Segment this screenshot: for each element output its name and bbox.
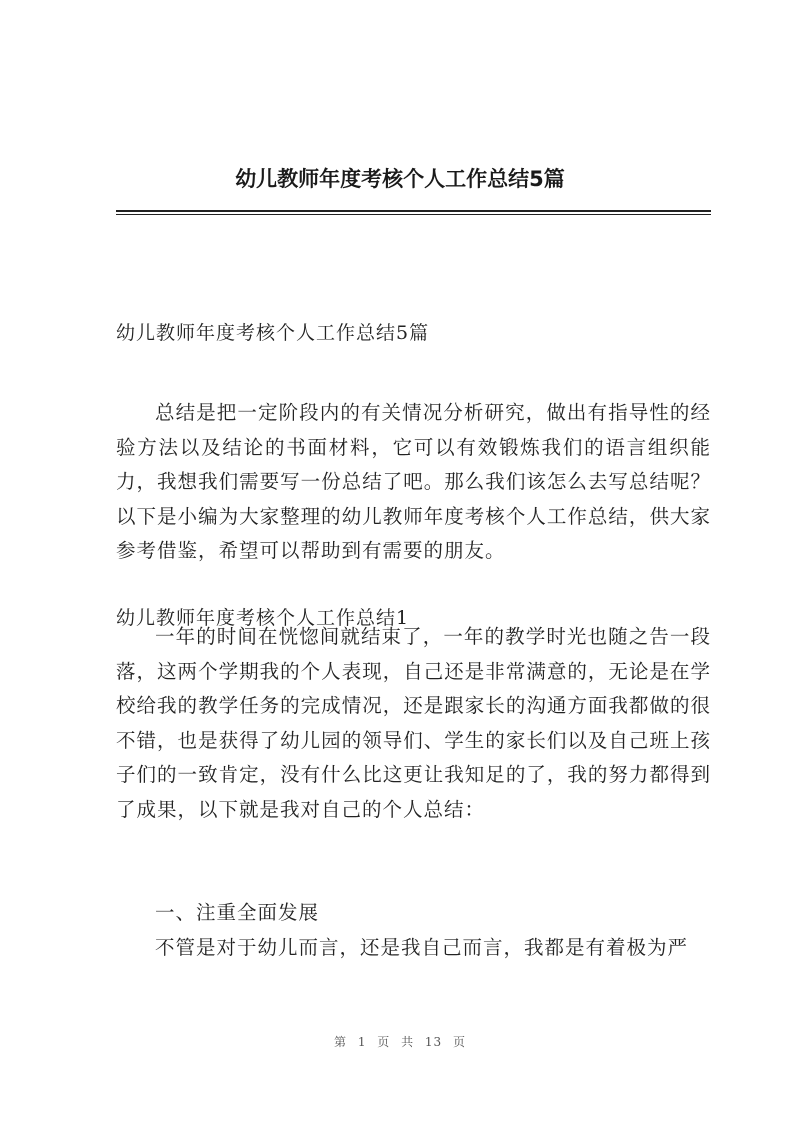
document-title: 幼儿教师年度考核个人工作总结5篇	[116, 322, 430, 344]
subheading: 一、注重全面发展	[155, 901, 320, 924]
page-number-footer: 第 1 页 共 13 页	[334, 1035, 466, 1049]
intro-paragraph: 总结是把一定阶段内的有关情况分析研究，做出有指导性的经验方法以及结论的书面材料，它可以有效锻炼我们的语言组织能力，我想我们需要写一份总结了吧。那么我们该怎么去写总结呢？以下是小编为大家整理的幼儿教师年度考核个人工作总结，供大家参考借鉴，希望可以帮助到有需要的朋友。	[116, 401, 711, 562]
header-divider-thin	[116, 214, 711, 215]
body-paragraph-continued: 不管是对于幼儿而言，还是我自己而言，我都是有着极为严	[155, 936, 689, 959]
body-paragraph: 一年的时间在恍惚间就结束了，一年的教学时光也随之告一段落，这两个学期我的个人表现，自己还是非常满意的，无论是在学校给我的教学任务的完成情况，还是跟家长的沟通方面我都做的很不错，也是获得了幼儿园的领导们、学生的家长们以及自己班上孩子们的一致肯定，没有什么比这更让我知足的了，我的努力都得到了成果，以下就是我对自己的个人总结：	[116, 625, 711, 821]
header-title: 幼儿教师年度考核个人工作总结5篇	[235, 167, 565, 191]
header-divider	[116, 210, 711, 212]
section-title: 幼儿教师年度考核个人工作总结1	[116, 607, 410, 629]
